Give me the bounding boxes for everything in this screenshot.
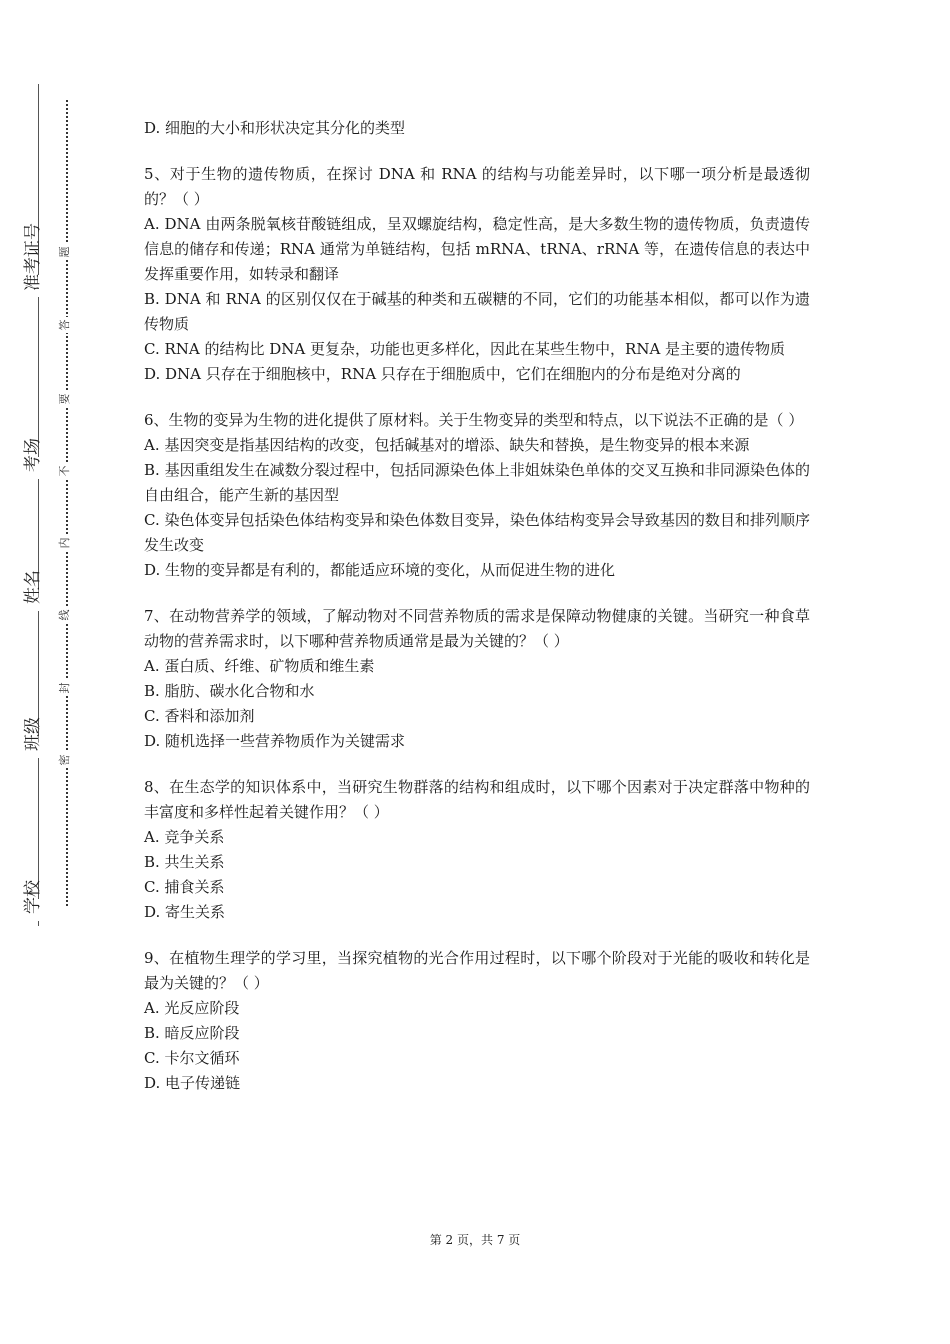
option-text: D. 电子传递链 (144, 1074, 241, 1092)
option-text: C. 染色体变异包括染色体结构变异和染色体数目变异，染色体结构变异会导致基因的数目和排列顺序发生改变 (144, 511, 810, 554)
field-label-class: 班级 (9, 736, 57, 758)
question-stem: 5、对于生物的遗传物质，在探讨 DNA 和 RNA 的结构与功能差异时，以下哪一项分析是最透彻的？（ ） (144, 165, 810, 208)
question-5 (144, 162, 810, 387)
question-4-tail (144, 116, 810, 141)
question-stem: 6、生物的变异为生物的进化提供了原材料。关于生物变异的类型和特点，以下说法不正确的是（ ） (144, 411, 804, 429)
binding-solid-line (38, 84, 39, 926)
option-text: D. 随机选择一些营养物质作为关键需求 (144, 732, 406, 750)
seal-char: 线 (57, 607, 75, 623)
question-9 (144, 946, 810, 1096)
option-text: D. 生物的变异都是有利的，都能适应环境的变化，从而促进生物的进化 (144, 561, 616, 579)
question-6 (144, 408, 810, 583)
seal-char: 封 (57, 680, 75, 696)
option-text: A. 竞争关系 (144, 828, 225, 846)
option-text: B. 基因重组发生在减数分裂过程中，包括同源染色体上非姐妹染色单体的交叉互换和非同源染色体的自由组合，能产生新的基因型 (144, 461, 810, 504)
option-text: C. RNA 的结构比 DNA 更复杂，功能也更多样化，因此在某些生物中，RNA 是主要的遗传物质 (144, 340, 786, 358)
question-stem: 7、在动物营养学的领域，了解动物对不同营养物质的需求是保障动物健康的关键。当研究一种食草动物的营养需求时，以下哪种营养物质通常是最为关键的？（ ） (144, 607, 810, 650)
binding-margin (0, 0, 90, 1344)
option-text: B. 脂肪、碳水化合物和水 (144, 682, 315, 700)
option-text: A. DNA 由两条脱氧核苷酸链组成，呈双螺旋结构，稳定性高，是大多数生物的遗传物质，负责遗传信息的储存和传递；RNA 通常为单链结构，包括 mRNA、tRNA、rRNA 等，在遗传信息的表达中发挥重要作用，如转录和翻译 (144, 215, 810, 283)
field-label-school: 学校 (9, 899, 57, 921)
option-text: A. 基因突变是指基因结构的改变，包括碱基对的增添、缺失和替换，是生物变异的根本来源 (144, 436, 750, 454)
field-label-exam-number: 准考证号 (0, 275, 73, 297)
option-text: B. DNA 和 RNA 的区别仅仅在于碱基的种类和五碳糖的不同，它们的功能基本相似，都可以作为遗传物质 (144, 290, 810, 333)
question-8 (144, 775, 810, 925)
question-stem: 8、在生态学的知识体系中，当研究生物群落的结构和组成时，以下哪个因素对于决定群落中物种的丰富度和多样性起着关键作用？（ ） (144, 778, 810, 821)
option-text: A. 光反应阶段 (144, 999, 240, 1017)
option-text: A. 蛋白质、纤维、矿物质和维生素 (144, 657, 375, 675)
seal-char: 要 (57, 391, 75, 407)
seal-char: 内 (57, 535, 75, 551)
seal-char: 答 (57, 317, 75, 333)
option-text: D. 寄生关系 (144, 903, 226, 921)
option-text: D. 细胞的大小和形状决定其分化的类型 (144, 119, 406, 137)
option-text: C. 捕食关系 (144, 878, 225, 896)
seal-char: 密 (57, 752, 75, 768)
question-stem: 9、在植物生理学的学习里，当探究植物的光合作用过程时，以下哪个阶段对于光能的吸收和转化是最为关键的？（ ） (144, 949, 810, 992)
question-7 (144, 604, 810, 754)
option-text: D. DNA 只存在于细胞核中，RNA 只存在于细胞质中，它们在细胞内的分布是绝对分离的 (144, 365, 741, 383)
seal-char: 题 (57, 244, 75, 260)
option-text: C. 香料和添加剂 (144, 707, 255, 725)
page-footer: 第 2 页，共 7 页 (429, 1233, 521, 1247)
option-text: B. 共生关系 (144, 853, 225, 871)
option-text: B. 暗反应阶段 (144, 1024, 240, 1042)
option-text: C. 卡尔文循环 (144, 1049, 240, 1067)
field-label-exam-room: 考场 (9, 457, 57, 479)
exam-content (144, 116, 810, 1117)
field-label-name: 姓名 (9, 589, 57, 611)
seal-char: 不 (57, 463, 75, 479)
binding-dotted-line (66, 100, 68, 906)
